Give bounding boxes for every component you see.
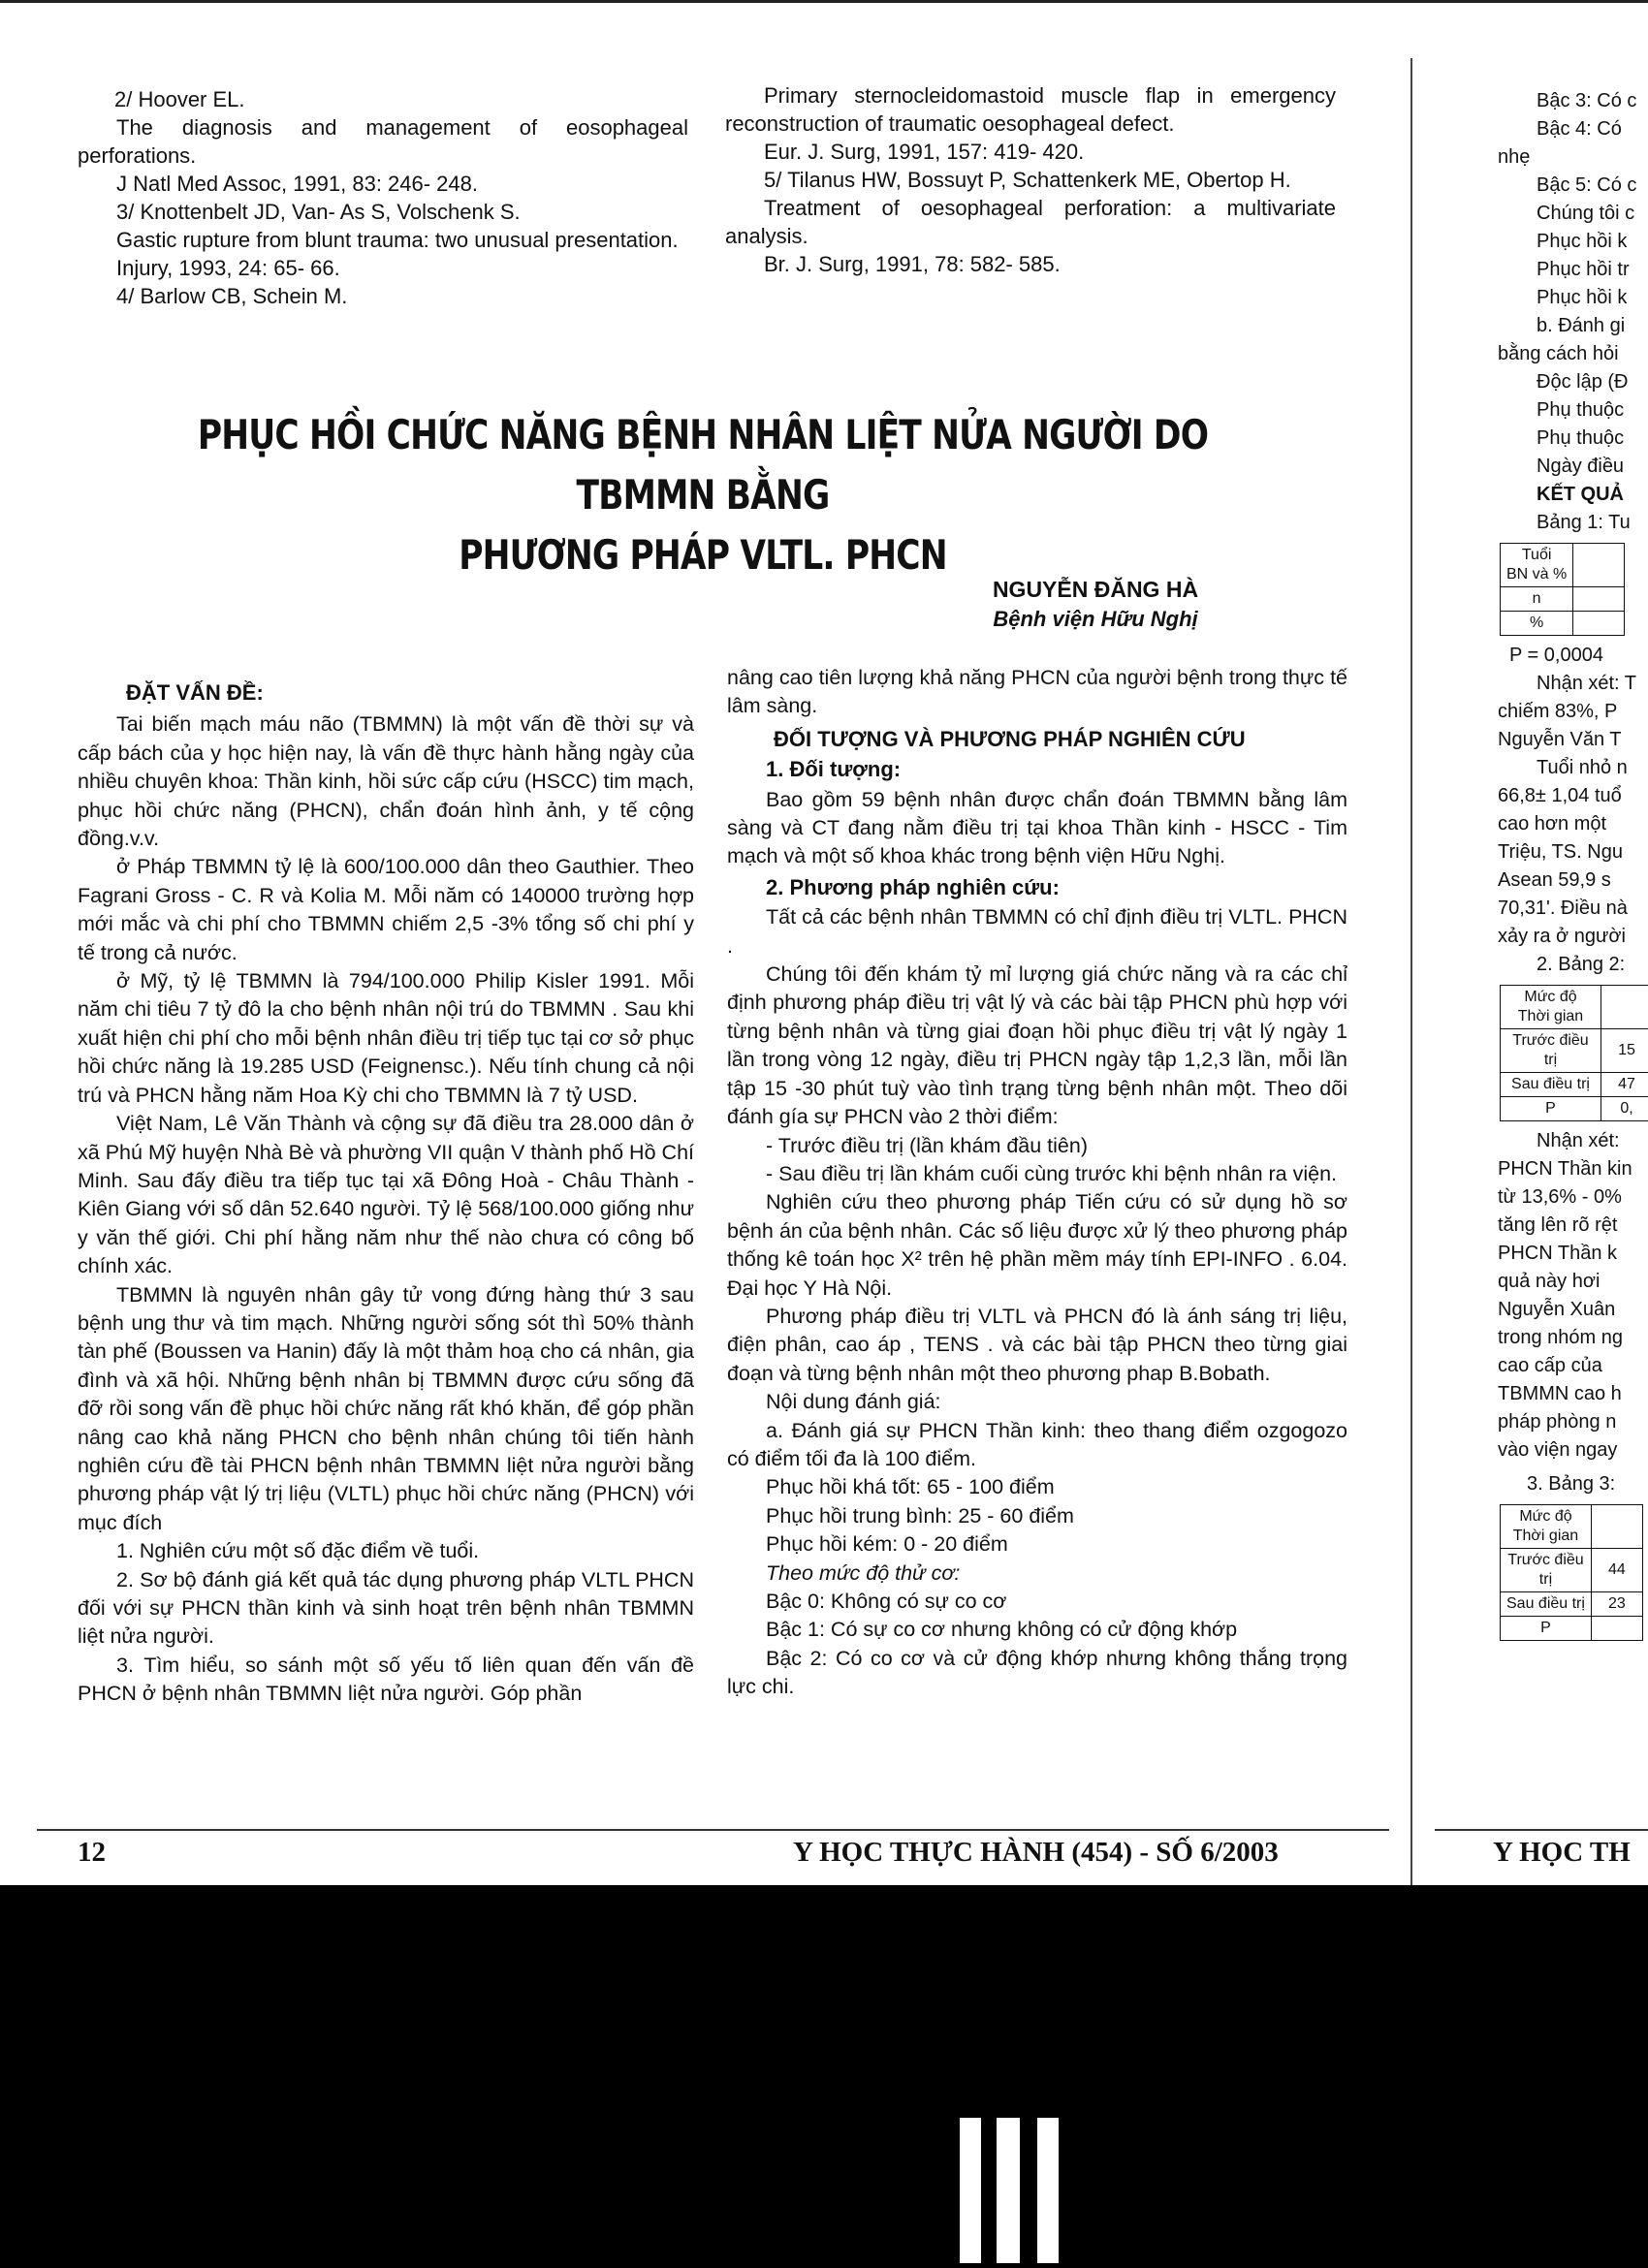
fragment-line: trong nhóm ng xyxy=(1498,1327,1623,1348)
fragment-line: Bảng 1: Tu xyxy=(1537,512,1631,533)
table-cell xyxy=(1501,1549,1592,1592)
scale-item: Phục hồi kém: 0 - 20 điểm xyxy=(766,1532,1008,1557)
table-cell: P xyxy=(1501,1097,1601,1121)
title-line-2: PHƯƠNG PHÁP VLTL. PHCN xyxy=(459,531,947,579)
cell-text: trị xyxy=(1538,1571,1553,1588)
table-cell: Trước điều trị xyxy=(1501,1029,1601,1073)
paragraph: - Sau điều trị lần khám cuối cùng trước khi bệnh nhân ra viện. xyxy=(766,1161,1338,1185)
fragment-line: Chúng tôi c xyxy=(1537,203,1635,224)
table-row xyxy=(1501,612,1625,636)
ref-line: Injury, 1993, 24: 65- 66. xyxy=(116,256,340,280)
fragment-line: nhẹ xyxy=(1498,146,1531,168)
fragment-line: Phục hồi k xyxy=(1537,231,1628,252)
table-cell: n xyxy=(1501,587,1573,612)
fragment-line: chiếm 83%, P xyxy=(1498,701,1618,722)
fragment-line: pháp phòng n xyxy=(1498,1411,1617,1433)
table-row xyxy=(1501,587,1625,612)
ref-line: J Natl Med Assoc, 1991, 83: 246- 248. xyxy=(116,172,479,196)
fragment-line: xảy ra ở người xyxy=(1498,926,1626,947)
fragment-line: từ 13,6% - 0% xyxy=(1498,1186,1622,1208)
ref-line: 4/ Barlow CB, Schein M. xyxy=(116,284,348,308)
table-cell xyxy=(1501,986,1601,1029)
page-divider xyxy=(1410,58,1412,1909)
author-name: NGUYỄN ĐĂNG HÀ xyxy=(992,577,1199,602)
table-row xyxy=(1501,1505,1643,1549)
paragraph: ở Pháp TBMMN tỷ lệ là 600/100.000 dân theo Gauthier. Theo Fagrani Gross - C. R và Kolia M. Mỗi năm có 140000 trường hợp mới mắc và chi phí cho TBMMN chiếm 2,5 -3% tổng số chi phí y tế trong cả nước. xyxy=(78,855,694,964)
cell-text: Thời gian xyxy=(1512,1528,1579,1544)
fragment-line: Phụ thuộc xyxy=(1537,399,1625,421)
table-cell: 15 xyxy=(1601,1029,1648,1073)
fragment-line: Nguyễn Văn T xyxy=(1498,729,1622,750)
paragraph: Tai biến mạch máu não (TBMMN) là một vấn đề thời sự và cấp bách của y học hiện nay, là vấn đề thực hành hằng ngày của nhiều chuyên khoa: Thần kinh, hồi sức cấp cứu (HSCC) tim mạch, phục hồi chức năng (PHCN), chẩn đoán hình ảnh, y tế cộng đồng.v.v. xyxy=(78,712,694,851)
paragraph: - Trước điều trị (lần khám đầu tiên) xyxy=(766,1133,1089,1157)
fragment-line: Bậc 4: Có xyxy=(1537,118,1622,140)
scanner-border xyxy=(0,1885,1648,2268)
table-row xyxy=(1501,1073,1648,1097)
table-cell: Sau điều trị xyxy=(1501,1592,1592,1617)
table-row xyxy=(1501,1549,1643,1592)
table-cell: P xyxy=(1501,1617,1592,1641)
fragment-line: Phục hồi tr xyxy=(1537,259,1630,280)
table-cell: % xyxy=(1501,612,1573,636)
paragraph: nâng cao tiên lượng khả năng PHCN của người bệnh trong thực tế lâm sàng. xyxy=(727,666,1347,718)
table-cell xyxy=(1591,1617,1642,1641)
paragraph: Tất cả các bệnh nhân TBMMN có chỉ định điều trị VLTL. PHCN . xyxy=(727,905,1347,958)
muscle-item: Bậc 0: Không có sự co cơ xyxy=(766,1590,1007,1613)
scan-artifact xyxy=(960,2118,1066,2263)
middle-column xyxy=(727,664,1347,1702)
table-cell: 23 xyxy=(1591,1592,1642,1617)
author-affiliation: Bệnh viện Hữu Nghị xyxy=(993,607,1198,631)
sub-heading: 1. Đối tượng: xyxy=(766,757,902,782)
objective-item: 2. Sơ bộ đánh giá kết quả tác dụng phương pháp VLTL PHCN đối với sự PHCN thần kinh và sinh hoạt trên bệnh nhân TBMMN liệt nửa người. xyxy=(78,1567,694,1649)
fragment-line: PHCN Thần kin xyxy=(1498,1158,1632,1180)
fragment-line: Phục hồi k xyxy=(1537,287,1628,308)
scale-item: Phục hồi khá tốt: 65 - 100 điểm xyxy=(766,1475,1055,1499)
fragment-line: Bậc 5: Có c xyxy=(1537,174,1637,196)
ref-line: 3/ Knottenbelt JD, Van- As S, Volschenk S. xyxy=(116,200,521,224)
objective-item: 1. Nghiên cứu một số đặc điểm về tuổi. xyxy=(116,1539,480,1563)
ref-line: Br. J. Surg, 1991, 78: 582- 585. xyxy=(764,252,1061,276)
paragraph: Nghiên cứu theo phương pháp Tiến cứu có sử dụng hồ sơ bệnh án của bệnh nhân. Các số liệu được xử lý theo phương pháp thống kê toán học X² trên hệ phần mềm máy tính EPI-INFO . 6.04. Đại học Y Hà Nội. xyxy=(727,1190,1347,1300)
cell-text: Thời gian xyxy=(1517,1008,1584,1024)
references-right xyxy=(725,81,1336,278)
table-cell xyxy=(1601,986,1648,1029)
table-cell xyxy=(1573,544,1625,587)
cell-text: Mức độ xyxy=(1519,1508,1572,1525)
muscle-item: Bậc 1: Có sự co cơ nhưng không có cử động khớp xyxy=(766,1618,1238,1642)
title-line-1: PHỤC HỒI CHỨC NĂNG BỆNH NHÂN LIỆT NỬA NGƯỜI DO TBMMN BẰNG xyxy=(197,411,1209,519)
cell-text: BN và % xyxy=(1506,566,1568,583)
page-number: 12 xyxy=(78,1837,106,1868)
fragment-line: Nhận xét: T xyxy=(1537,673,1637,694)
ref-line: The diagnosis and management of eosophageal perforations. xyxy=(78,115,688,168)
paragraph: Bao gồm 59 bệnh nhân được chẩn đoán TBMMN bằng lâm sàng và CT đang nằm điều trị tại khoa Thần kinh - HSCC - Tim mạch và một số khoa khác trong bệnh viện Hữu Nghị. xyxy=(727,787,1347,868)
fragment-line: 2. Bảng 2: xyxy=(1537,954,1626,975)
table-caption: 3. Bảng 3: xyxy=(1527,1473,1616,1495)
paragraph: Việt Nam, Lê Văn Thành và cộng sự đã điều tra 28.000 dân ở xã Phú Mỹ huyện Nhà Bè và phường VII quận V thành phố Hồ Chí Minh. Sau đấy điều tra tiếp tục tại xã Đông Hoà - Châu Thành - Kiên Giang với số dân 52.640 người. Tỷ lệ 568/100.000 giống như y văn thế giới. Chi phí hằng năm như thế nào chưa có công bố chính xác. xyxy=(78,1112,694,1278)
cell-text: Tuổi xyxy=(1521,547,1552,563)
fragment-line: Asean 59,9 s xyxy=(1498,869,1611,891)
fragment-line: 70,31'. Điều nà xyxy=(1498,898,1628,919)
fragment-line: PHCN Thần k xyxy=(1498,1243,1618,1264)
fragment-line: cao hơn một xyxy=(1498,813,1607,835)
fragment-line: Ngày điều xyxy=(1537,456,1625,477)
paragraph: Phương pháp điều trị VLTL và PHCN đó là ánh sáng trị liệu, điện phân, cao áp , TENS . và các bài tập PHCN theo từng giai đoạn và từng bệnh nhân một theo phương phap B.Bobath. xyxy=(727,1304,1347,1385)
scale-item: Phục hồi trung bình: 25 - 60 điểm xyxy=(766,1503,1074,1528)
section-heading: ĐẶT VẤN ĐỀ: xyxy=(126,680,264,705)
ref-line: Gastic rupture from blunt trauma: two unusual presentation. xyxy=(116,228,679,252)
paragraph: TBMMN là nguyên nhân gây tử vong đứng hàng thứ 3 sau bệnh ung thư và tim mạch. Những người sống sót thì 50% thành tàn phế (Boussen va Hanin) đấy là một thảm hoạ cho cá nhân, gia đình và xã hội. Những bệnh nhân bị TBMMN được cứu sống đã đỡ rồi song vấn đề phục hồi chức năng rất khó khăn, để góp phần nâng cao khả năng PHCN cho bệnh nhân chúng tôi tiến hành nghiên cứu đề tài PHCN bệnh nhân TBMMN liệt nửa người bằng phương pháp vật lý trị liệu (VLTL) phục hồi chức năng (PHCN) với mục đích xyxy=(78,1282,694,1534)
fragment-line: b. Đánh gi xyxy=(1537,315,1626,336)
table-row xyxy=(1501,544,1625,587)
fragment-line: 66,8± 1,04 tuổ xyxy=(1498,785,1622,806)
ref-line: Treatment of oesophageal perforation: a multivariate analysis. xyxy=(725,196,1336,248)
journal-footer: Y HỌC THỰC HÀNH (454) - SỐ 6/2003 xyxy=(793,1837,1279,1868)
article-title xyxy=(174,405,1232,585)
fragment-line: P = 0,0004 xyxy=(1509,645,1603,666)
footer-rule-left xyxy=(37,1829,1389,1831)
fragment-line: quả này hơi xyxy=(1498,1271,1600,1292)
section-heading: ĐỐI TƯỢNG VÀ PHƯƠNG PHÁP NGHIÊN CỨU xyxy=(774,726,1246,751)
table-cell xyxy=(1501,544,1573,587)
footer-rule-right xyxy=(1435,1829,1648,1831)
table-3-fragment xyxy=(1500,1504,1643,1641)
objective-item: 3. Tìm hiểu, so sánh một số yếu tố liên quan đến vấn đề PHCN ở bệnh nhân TBMMN liệt nửa người. Góp phần xyxy=(78,1653,694,1706)
author-block xyxy=(863,574,1328,634)
table-cell xyxy=(1501,1505,1592,1549)
cell-text: Mức độ xyxy=(1524,989,1577,1005)
table-cell xyxy=(1573,612,1625,636)
muscle-heading: Theo mức độ thử cơ: xyxy=(766,1560,961,1585)
fragment-line: Độc lập (Đ xyxy=(1537,371,1629,393)
table-2-fragment xyxy=(1500,985,1648,1121)
table-row xyxy=(1501,1029,1648,1073)
fragment-line: Nguyễn Xuân xyxy=(1498,1299,1616,1320)
muscle-item: Bậc 2: Có co cơ và cử động khớp nhưng không thắng trọng lực chi. xyxy=(727,1646,1347,1699)
table-cell: 44 xyxy=(1591,1549,1642,1592)
fragment-line: Nhận xét: xyxy=(1537,1130,1620,1151)
paragraph: a. Đánh giá sự PHCN Thần kinh: theo thang điểm ozgogozo có điểm tối đa là 100 điểm. xyxy=(727,1418,1347,1470)
references-left xyxy=(78,85,688,310)
fragment-line: Triệu, TS. Ngu xyxy=(1498,841,1623,863)
fragment-line: Bậc 3: Có c xyxy=(1537,90,1637,111)
table-1-fragment xyxy=(1500,543,1625,636)
ref-line: Eur. J. Surg, 1991, 157: 419- 420. xyxy=(764,140,1085,164)
fragment-line: Phụ thuộc xyxy=(1537,427,1625,449)
journal-footer-cut: Y HỌC TH xyxy=(1493,1837,1631,1868)
table-row xyxy=(1501,986,1648,1029)
fragment-line: tăng lên rõ rệt xyxy=(1498,1214,1618,1236)
table-row xyxy=(1501,1592,1643,1617)
paragraph: ở Mỹ, tỷ lệ TBMMN là 794/100.000 Philip Kisler 1991. Mỗi năm chi tiêu 7 tỷ đô la cho bệnh nhân nội trú do TBMMN . Sau khi xuất hiện chi phí cho mỗi bệnh nhân điều trị tiếp tục tại cơ sở phục hồi chức năng là 19.285 USD (Feignensc.). Nếu tính chung cả nội trú và PHCN hằng năm Hoa Kỳ chi cho TBMMN là 7 tỷ USD. xyxy=(78,969,694,1107)
fragment-line: cao cấp của xyxy=(1498,1355,1602,1376)
right-column-fragment xyxy=(1498,87,1648,1647)
fragment-line: KẾT QUẢ xyxy=(1537,484,1624,505)
table-cell: 47 xyxy=(1601,1073,1648,1097)
table-row xyxy=(1501,1097,1648,1121)
ref-line: Primary sternocleidomastoid muscle flap in emergency reconstruction of traumatic oesophageal defect. xyxy=(725,83,1336,136)
sub-heading: 2. Phương pháp nghiên cứu: xyxy=(766,874,1060,899)
ref-line: 2/ Hoover EL. xyxy=(114,87,245,111)
fragment-line: TBMMN cao h xyxy=(1498,1383,1622,1404)
table-cell xyxy=(1591,1505,1642,1549)
fragment-line: bằng cách hỏi xyxy=(1498,343,1619,364)
top-rule xyxy=(0,0,1648,3)
cell-text: Trước điều xyxy=(1507,1552,1584,1568)
table-cell: Sau điều trị xyxy=(1501,1073,1601,1097)
left-column xyxy=(78,669,694,1709)
paragraph: Chúng tôi đến khám tỷ mỉ lượng giá chức năng và ra các chỉ định phương pháp điều trị vật lý và các bài tập PHCN phù hợp với từng bệnh nhân và từng giai đoạn hồi phục điều trị vật lý ngày 1 lần trong vòng 12 ngày, điều trị PHCN ngày tập 1,2,3 lần, mỗi lần tập 15 -30 phút tuỳ vào tình trạng từng bệnh nhân một. Theo dõi đánh gía sự PHCN vào 2 thời điểm: xyxy=(727,962,1347,1129)
fragment-line: vào viện ngay xyxy=(1498,1439,1618,1461)
table-row xyxy=(1501,1617,1643,1641)
paragraph: Nội dung đánh giá: xyxy=(766,1390,941,1414)
table-cell: 0, xyxy=(1601,1097,1648,1121)
table-cell xyxy=(1573,587,1625,612)
fragment-line: Tuổi nhỏ n xyxy=(1537,757,1628,778)
ref-line: 5/ Tilanus HW, Bossuyt P, Schattenkerk ME, Obertop H. xyxy=(764,168,1291,192)
